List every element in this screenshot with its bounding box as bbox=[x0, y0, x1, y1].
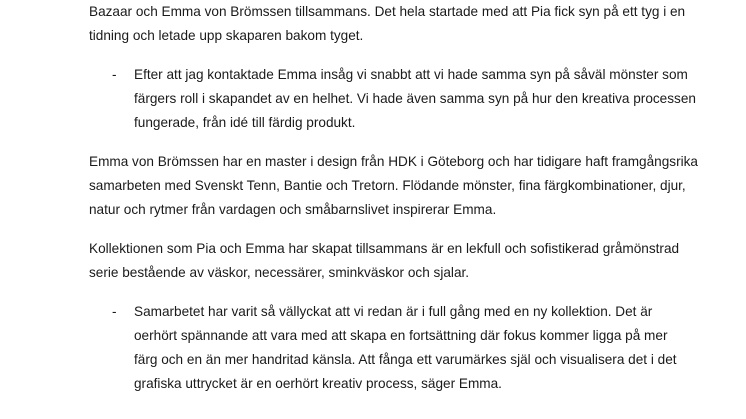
paragraph-designer bbox=[89, 150, 709, 222]
text-line: natur och rytmer från vardagen och småbarnslivet inspirerar Emma. bbox=[89, 202, 497, 217]
text-line: Samarbetet har varit så vällyckat att vi redan är i full gång med en ny kollektion. Det är bbox=[134, 304, 653, 319]
text-line: färgers roll i skapandet av en helhet. Vi hade även samma syn på hur den kreativa processen bbox=[134, 91, 696, 106]
bullet-dash: - bbox=[112, 304, 117, 319]
text-line: tidning och letade upp skaparen bakom tyget. bbox=[89, 28, 364, 43]
bullet-text bbox=[134, 300, 677, 396]
paragraph-collection bbox=[89, 237, 709, 285]
text-line: Efter att jag kontaktade Emma insåg vi snabbt att vi hade samma syn på såväl mönster som bbox=[134, 67, 688, 82]
text-line: grafiska uttrycket är en oerhört kreativ process, säger Emma. bbox=[134, 376, 502, 391]
bullet-dash: - bbox=[112, 67, 117, 82]
text-line: Bazaar och Emma von Brömssen tillsammans. Det hela startade med att Pia fick syn på ett tyg i en bbox=[89, 4, 686, 19]
text-line: färg och en än mer handritad känsla. Att fånga ett varumärkes själ och visualisera det i det bbox=[134, 352, 677, 367]
text-line: samarbeten med Svenskt Tenn, Bantie och Tretorn. Flödande mönster, fina färgkombinationer, djur, bbox=[89, 178, 686, 193]
paragraph-intro bbox=[89, 0, 709, 48]
text-line: Emma von Brömssen har en master i design från HDK i Göteborg och har tidigare haft framgångsrika bbox=[89, 154, 698, 169]
text-line: fungerade, från idé till färdig produkt. bbox=[134, 115, 356, 130]
text-line: oerhört spännande att vara med att skapa en fortsättning där fokus kommer ligga på mer bbox=[134, 328, 668, 343]
text-line: serie bestående av väskor, necessärer, sminkväskor och sjalar. bbox=[89, 265, 470, 280]
bullet-text bbox=[134, 63, 696, 135]
text-line: Kollektionen som Pia och Emma har skapat tillsammans är en lekfull och sofistikerad gråmönstrad bbox=[89, 241, 680, 256]
